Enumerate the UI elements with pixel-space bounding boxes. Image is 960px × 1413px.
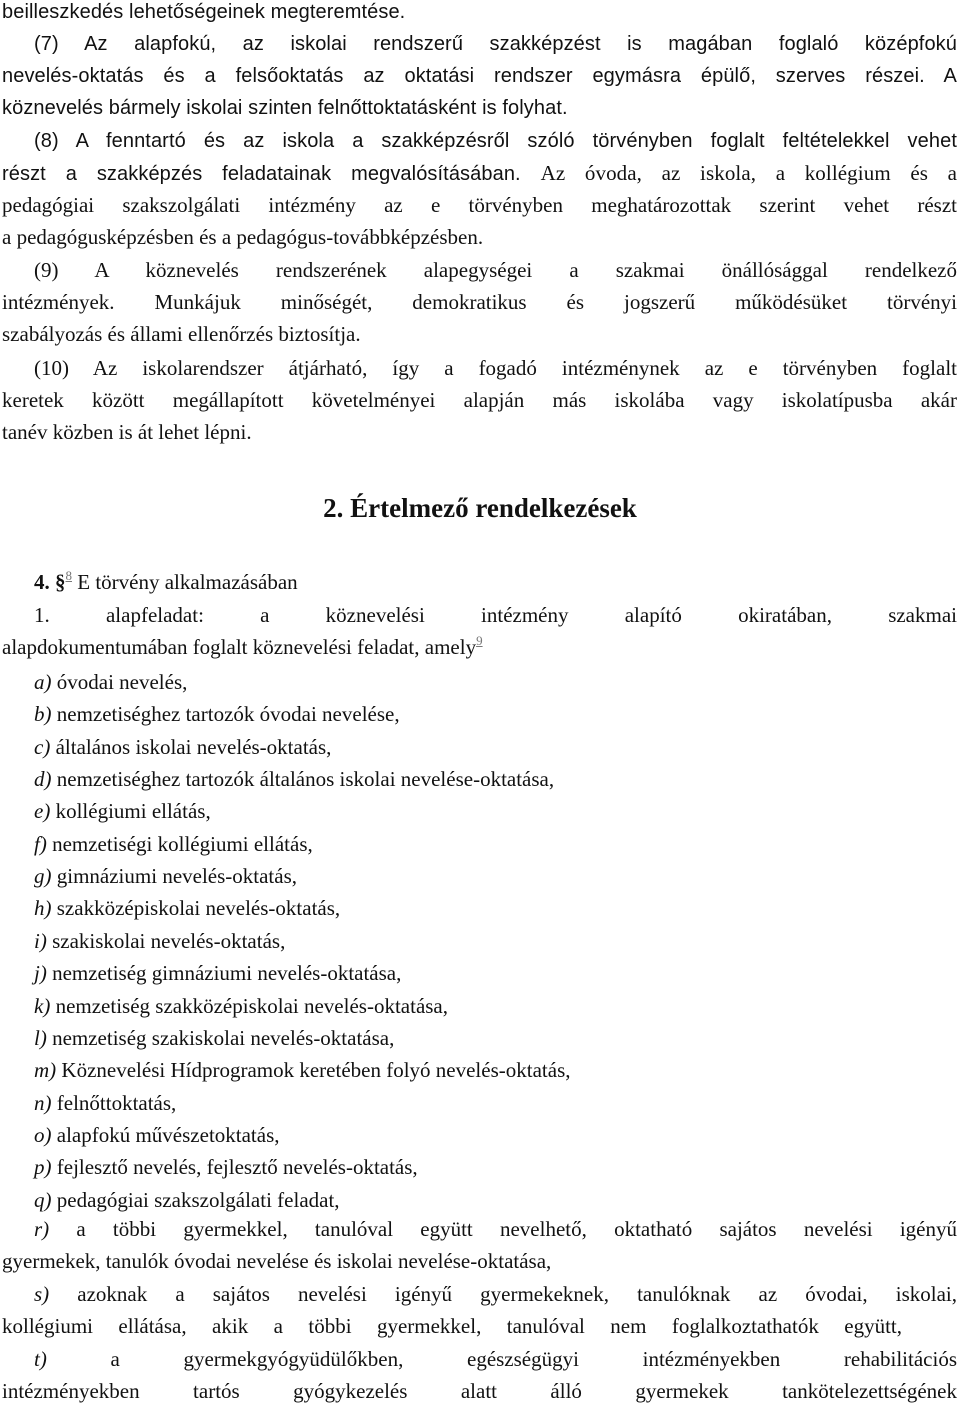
list-item bbox=[34, 927, 285, 955]
list-item bbox=[34, 1186, 340, 1214]
list-item bbox=[34, 830, 313, 858]
list-item bbox=[34, 733, 331, 761]
text-line: köznevelés bármely iskolai szinten felnőttoktatásként is folyhat. bbox=[2, 97, 568, 119]
item-text: a gyermekgyógyüdülőkben, egészségügyi intézményekben rehabilitációs bbox=[46, 1347, 957, 1371]
list-item bbox=[34, 992, 448, 1020]
item-text: nemzetiség szakiskolai nevelés-oktatása, bbox=[46, 1026, 395, 1050]
item-letter: m) bbox=[34, 1058, 57, 1082]
paragraph-10-line: (10) Az iskolarendszer átjárható, így a fogadó intézménynek az e törvényben foglalt bbox=[34, 356, 957, 380]
item-text: a többi gyermekkel, tanulóval együtt nevelhető, oktatható sajátos nevelési igényű bbox=[49, 1217, 957, 1241]
item-letter: a) bbox=[34, 670, 52, 694]
list-item bbox=[34, 862, 297, 890]
list-item-r bbox=[34, 1215, 957, 1243]
list-item bbox=[34, 1121, 280, 1149]
item-letter: c) bbox=[34, 735, 51, 759]
section-intro: E törvény alkalmazásában bbox=[77, 570, 298, 594]
item-letter: p) bbox=[34, 1155, 52, 1179]
text-segment: alapdokumentumában foglalt köznevelési feladat, amely bbox=[2, 635, 477, 659]
text-line: beilleszkedés lehetőségeinek megteremtése. bbox=[2, 1, 406, 23]
list-item bbox=[34, 959, 401, 987]
item-text: alapfokú művészetoktatás, bbox=[51, 1123, 280, 1147]
list-item bbox=[34, 1024, 394, 1052]
list-item bbox=[34, 668, 187, 696]
item-letter: j) bbox=[34, 961, 47, 985]
list-item-t-cont: intézményekben tartós gyógykezelés alatt álló gyermekek tankötelezettségének bbox=[2, 1379, 957, 1403]
text-line bbox=[2, 288, 957, 316]
item-letter: n) bbox=[34, 1091, 52, 1115]
paragraph-7-line: (7) Az alapfokú, az iskolai rendszerű szakképzést is magában foglaló középfokú bbox=[34, 33, 957, 55]
text-line: tanév közben is át lehet lépni. bbox=[2, 420, 252, 444]
item-letter: f) bbox=[34, 832, 47, 856]
text-line: a pedagógusképzésben és a pedagógus-továbbképzésben. bbox=[2, 225, 484, 249]
text-line bbox=[2, 159, 957, 188]
item-text: szakiskolai nevelés-oktatás, bbox=[46, 929, 286, 953]
item-letter: o) bbox=[34, 1123, 52, 1147]
item-letter: g) bbox=[34, 864, 52, 888]
item-text: nemzetiség gimnáziumi nevelés-oktatása, bbox=[46, 961, 402, 985]
list-item bbox=[34, 1089, 176, 1117]
item-text: nemzetiségi kollégiumi ellátás, bbox=[46, 832, 313, 856]
item-text: gimnáziumi nevelés-oktatás, bbox=[51, 864, 298, 888]
paragraph-8-line: (8) A fenntartó és az iskola a szakképzésről szóló törvényben foglalt feltételekkel vehet bbox=[34, 130, 957, 152]
item-text: Köznevelési Hídprogramok keretében folyó nevelés-oktatás, bbox=[56, 1058, 571, 1082]
item-letter: r) bbox=[34, 1217, 50, 1241]
paragraph-9-line: (9) A köznevelés rendszerének alapegységei a szakmai önállósággal rendelkező bbox=[34, 258, 957, 282]
item-text: fejlesztő nevelés, fejlesztő nevelés-oktatás, bbox=[51, 1155, 418, 1179]
item-letter: s) bbox=[34, 1282, 50, 1306]
list-item-t bbox=[34, 1345, 957, 1373]
section-4-title bbox=[34, 568, 298, 596]
text-segment-sans: részt a szakképzés feladatainak megvalósításában. bbox=[2, 163, 521, 185]
section-number: 4. § bbox=[34, 570, 66, 594]
item-letter: k) bbox=[34, 994, 51, 1018]
text-segment: intézmények. bbox=[2, 290, 115, 314]
text-line: keretek között megállapított követelményei alapján más iskolába vagy iskolatípusba akár bbox=[2, 388, 957, 412]
item-letter: q) bbox=[34, 1188, 52, 1212]
item-text: óvodai nevelés, bbox=[51, 670, 188, 694]
item-text: általános iskolai nevelés-oktatás, bbox=[50, 735, 332, 759]
list-item-s bbox=[34, 1280, 957, 1308]
item-text: felnőttoktatás, bbox=[51, 1091, 177, 1115]
item-text: szakközépiskolai nevelés-oktatás, bbox=[51, 896, 341, 920]
item-text: nemzetiség szakközépiskolai nevelés-oktatása, bbox=[50, 994, 449, 1018]
text-segment-serif: Az óvoda, az iskola, a kollégium és a bbox=[540, 161, 958, 185]
text-line: szabályozás és állami ellenőrzés biztosítja. bbox=[2, 322, 361, 346]
text-line: pedagógiai szakszolgálati intézmény az e törvényben meghatározottak szerint vehet részt bbox=[2, 193, 957, 217]
list-item-r-cont: gyermekek, tanulók óvodai nevelése és iskolai nevelése-oktatása, bbox=[2, 1249, 552, 1273]
text-line: nevelés-oktatás és a felsőoktatás az oktatási rendszer egymásra épülő, szerves részei. A bbox=[2, 65, 957, 87]
item-letter: i) bbox=[34, 929, 47, 953]
item-text: pedagógiai szakszolgálati feladat, bbox=[51, 1188, 340, 1212]
definition-1-line: 1. alapfeladat: a köznevelési intézmény alapító okiratában, szakmai bbox=[34, 603, 957, 627]
text-segment: Munkájuk minőségét, demokratikus és jogszerű működésüket törvényi bbox=[154, 290, 957, 314]
list-item bbox=[34, 797, 211, 825]
list-item bbox=[34, 1153, 418, 1181]
item-letter: e) bbox=[34, 799, 51, 823]
item-text: nemzetiséghez tartozók általános iskolai nevelése-oktatása, bbox=[51, 767, 555, 791]
section-heading: 2. Értelmező rendelkezések bbox=[323, 493, 637, 523]
list-item bbox=[34, 700, 400, 728]
list-item bbox=[34, 1056, 571, 1084]
footnote-link[interactable]: 9 bbox=[476, 633, 483, 648]
item-letter: l) bbox=[34, 1026, 47, 1050]
item-text: azoknak a sajátos nevelési igényű gyermekeknek, tanulóknak az óvodai, iskolai, bbox=[49, 1282, 957, 1306]
definition-1-line bbox=[2, 633, 483, 661]
item-letter: b) bbox=[34, 702, 52, 726]
item-letter: t) bbox=[34, 1347, 47, 1371]
footnote-link[interactable]: 8 bbox=[65, 568, 72, 583]
item-letter: h) bbox=[34, 896, 52, 920]
item-text: nemzetiséghez tartozók óvodai nevelése, bbox=[51, 702, 400, 726]
item-letter: d) bbox=[34, 767, 52, 791]
list-item bbox=[34, 765, 554, 793]
list-item-s-cont: kollégiumi ellátása, akik a többi gyermekkel, tanulóval nem foglalkoztathatók együtt, bbox=[2, 1314, 902, 1338]
list-item bbox=[34, 894, 340, 922]
item-text: kollégiumi ellátás, bbox=[50, 799, 211, 823]
